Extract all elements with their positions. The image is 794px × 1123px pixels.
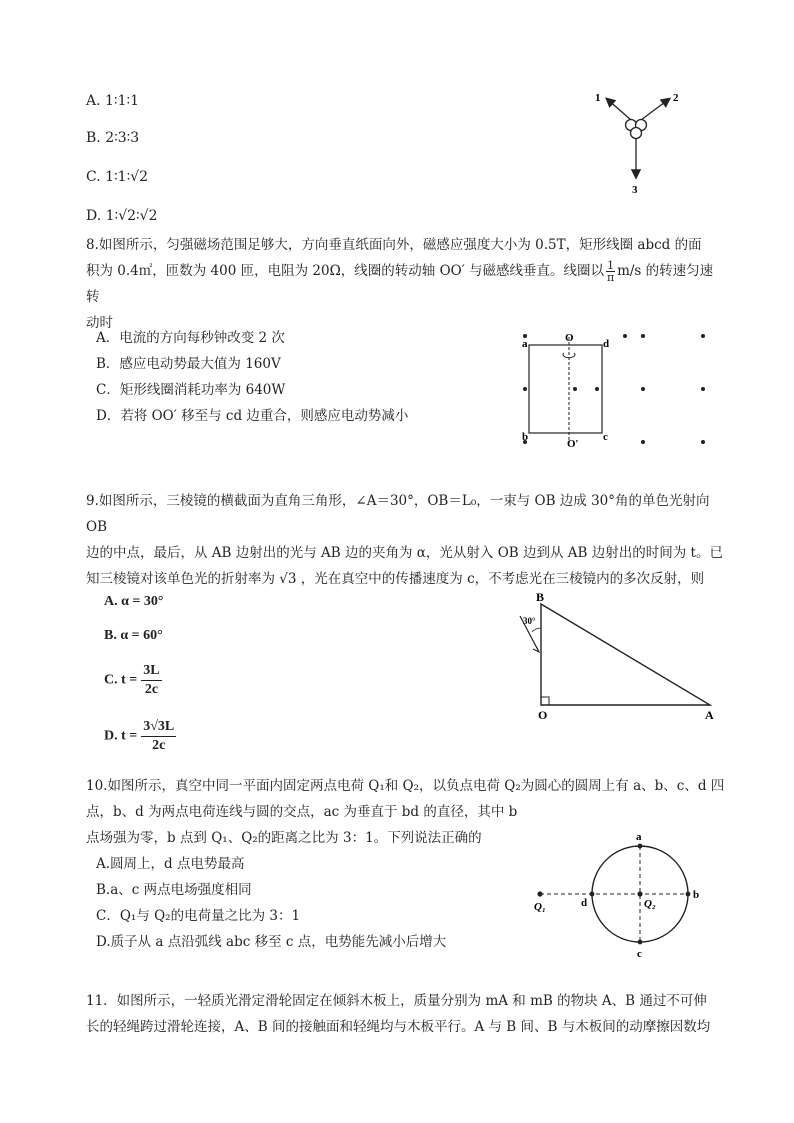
q10-options: [96, 851, 446, 955]
q7-label-3: 3: [632, 184, 638, 196]
q10-c-dot: [638, 940, 643, 945]
q9-label-o: O: [538, 708, 548, 722]
q10-option-c: C．Q₁与 Q₂的电荷量之比为 3：1: [96, 908, 301, 924]
q8-label-c: c: [603, 431, 608, 443]
q9-stem: [86, 488, 726, 592]
q7-option-b-letter: B.: [86, 130, 101, 146]
q10-label-c: c: [637, 948, 642, 960]
q9-option-c-den: 2c: [144, 682, 159, 697]
q10-q1-dot: [537, 891, 542, 896]
q9-option-a: A. α = 30°: [104, 594, 164, 609]
q7-ball-bottom: [631, 128, 642, 139]
q9-angle-arc: [532, 628, 541, 632]
q8-frac-num: 1: [607, 259, 615, 272]
q8-option-a: A．电流的方向每秒钟改变 2 次: [96, 330, 285, 346]
q9-option-d-num: 3√3L: [141, 718, 176, 737]
q9-stem-line3a: 知三棱镜对该单色光的折射率为: [86, 571, 275, 587]
q10-charges-figure: [528, 826, 713, 961]
q8-frac-den: π: [606, 271, 615, 284]
q9-triangle: [541, 604, 710, 705]
q8-coil-rect: [529, 345, 602, 433]
q7-option-d-text: 1∶√2∶√2: [105, 208, 158, 224]
q10-q2-dot: [637, 891, 642, 896]
q7-arrow-2: [641, 99, 669, 120]
q7-label-2: 2: [673, 92, 679, 104]
q7-option-c-letter: C.: [86, 169, 101, 185]
q7-option-a: [86, 92, 139, 110]
q9-option-d-den: 2c: [152, 738, 166, 753]
q7-option-b: [86, 129, 139, 147]
q7-option-d: [86, 207, 158, 225]
q9-option-c-fraction: [141, 662, 161, 699]
q8-stem: [86, 232, 726, 336]
q11-stem-line1: 11．如图所示，一轻质光滑定滑轮固定在倾斜木板上，质量分别为 mA 和 mB 的物块 A、B 通过不可伸: [86, 993, 707, 1009]
q10-label-q1: Q₁: [534, 901, 546, 913]
q8-option-d: D．若将 OO′ 移至与 cd 边重合，则感应电动势减小: [96, 408, 409, 424]
q8-label-a: a: [522, 338, 528, 350]
q7-label-1: 1: [595, 92, 601, 104]
q9-option-c-prefix: C. t =: [104, 672, 138, 688]
q10-label-d: d: [581, 897, 588, 909]
q9-right-angle-mark: [541, 697, 549, 705]
q9-option-d-fraction: [141, 718, 176, 755]
q8-label-o-prime: O′: [567, 438, 579, 450]
q9-stem-line1: 9.如图所示，三棱镜的横截面为直角三角形，∠A＝30°，OB＝L₀，一束与 OB 边成 30°角的单色光射向 OB: [86, 493, 710, 535]
q8-option-c: C．矩形线圈消耗功率为 640W: [96, 382, 286, 398]
q10-label-a: a: [636, 831, 642, 843]
q9-option-b: B. α = 60°: [104, 628, 163, 643]
q9-stem-line3b: ，光在真空中的传播速度为 c，不考虑光在三棱镜内的多次反射，则: [300, 571, 705, 587]
q7-option-a-text: 1∶1∶1: [105, 93, 140, 109]
q11-stem-line2: 长的轻绳跨过滑轮连接，A、B 间的接触面和轻绳均与木板平行。A 与 B 间、B 与木板间的动摩擦因数均: [86, 1019, 711, 1035]
q7-option-d-letter: D.: [86, 208, 102, 224]
q8-label-d: d: [603, 338, 610, 350]
q8-stem-line1: 8.如图所示，匀强磁场范围足够大，方向垂直纸面向外，磁感应强度大小为 0.5T，矩形线圈 abcd 的面: [86, 237, 702, 253]
q8-speed-fraction: [606, 260, 615, 283]
q8-stem-line2: [86, 258, 726, 310]
q7-option-a-letter: A.: [86, 93, 101, 109]
q9-label-b: B: [536, 590, 545, 604]
q7-option-b-text: 2∶3∶3: [105, 130, 140, 146]
q9-prism-figure: [510, 588, 725, 723]
q9-option-d: [104, 718, 176, 755]
q10-b-dot: [686, 892, 691, 897]
q7-arrow-1: [607, 99, 631, 120]
q10-stem-line2: 点，b、d 为两点电荷连线与圆的交点，ac 为垂直于 bd 的直径，其中 b: [86, 804, 518, 820]
q10-d-dot: [590, 892, 595, 897]
q9-option-c: [104, 662, 162, 699]
q8-coil-figure: [515, 325, 715, 450]
q8-option-b: B．感应电动势最大值为 160V: [96, 356, 281, 372]
q8-options: [96, 325, 408, 429]
q8-stem-line3: 动时: [86, 315, 113, 331]
q7-option-c-text: 1∶1∶√2: [105, 169, 149, 185]
q9-sqrt3: √3: [279, 571, 297, 587]
q8-label-b: b: [522, 431, 529, 443]
q8-stem-line2a: 积为 0.4㎡，匝数为 400 匝，电阻为 20Ω，线圈的转动轴 OO′ 与磁感线垂直。线圈以: [86, 263, 605, 279]
q9-label-a: A: [705, 708, 714, 722]
q7-option-c: [86, 168, 148, 186]
q9-option-d-prefix: D. t =: [104, 728, 138, 744]
q7-three-balls-figure: [585, 85, 695, 200]
q10-stem-line3: 点场强为零，b 点到 Q₁、Q₂的距离之比为 3：1。下列说法正确的: [86, 830, 482, 846]
q8-label-o: O: [565, 332, 574, 344]
q10-a-dot: [638, 844, 643, 849]
q8-field-dots: [523, 334, 705, 444]
q10-option-a: A.圆周上，d 点电势最高: [96, 856, 245, 872]
q10-option-b: B.a、c 两点电场强度相同: [96, 882, 252, 898]
q10-label-q2: Q₂: [644, 898, 656, 910]
q10-stem-line1: 10.如图所示，真空中同一平面内固定两点电荷 Q₁和 Q₂，以负点电荷 Q₂为圆心的圆周上有 a、b、c、d 四: [86, 778, 725, 794]
q9-option-c-num: 3L: [141, 662, 161, 681]
q10-label-b: b: [693, 889, 700, 901]
q9-ray-arrowhead: [533, 646, 539, 652]
q11-stem: [86, 988, 726, 1040]
q9-stem-line2: 边的中点，最后，从 AB 边射出的光与 AB 边的夹角为 α，光从射入 OB 边到从 AB 边射出的时间为 t。已: [86, 545, 723, 561]
q9-label-angle: 30°: [523, 616, 536, 626]
q8-stem-line2b: m/s 的转速匀速转: [86, 263, 714, 305]
q10-option-d: D.质子从 a 点沿弧线 abc 移至 c 点，电势能先减小后增大: [96, 934, 447, 950]
